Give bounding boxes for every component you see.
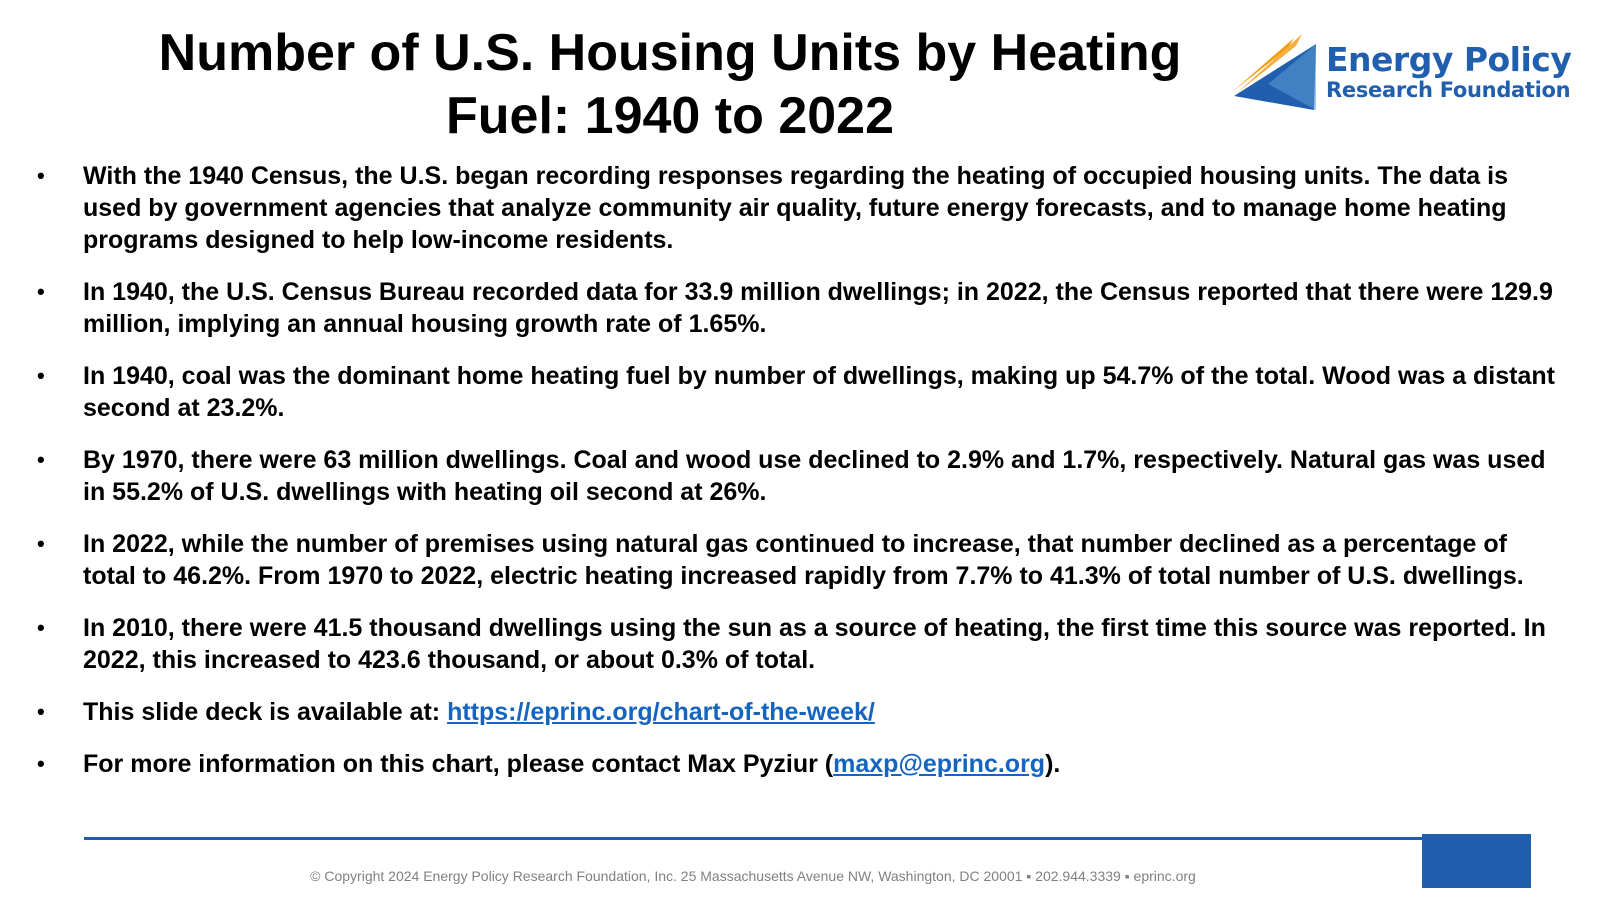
bullet-item [0, 360, 1600, 424]
bullet-list [0, 160, 1600, 800]
eprf-logo [1232, 24, 1582, 114]
bullet-text: In 1940, coal was the dominant home heating fuel by number of dwellings, making up 54.7% of the total. Wood was a distant second at 23.2%. [83, 362, 1555, 422]
bullet-marker: • [37, 615, 45, 640]
bullet-marker: • [37, 279, 45, 304]
logo-line-2: Research Foundation [1326, 78, 1571, 102]
bullet-text: By 1970, there were 63 million dwellings. Coal and wood use declined to 2.9% and 1.7%, respectively. Natural gas was used in 55.2% of U.S. dwellings with heating oil second at 26%. [83, 446, 1546, 506]
bullet-item [0, 612, 1600, 676]
bullet-text: In 2010, there were 41.5 thousand dwellings using the sun as a source of heating, the first time this source was reported. In 2022, this increased to 423.6 thousand, or about 0.3% of total. [83, 614, 1546, 674]
bullet-marker: • [37, 531, 45, 556]
bullet-item [0, 276, 1600, 340]
deck-link-prefix: This slide deck is available at: [83, 698, 448, 726]
bullet-marker: • [37, 447, 45, 472]
bullet-marker: • [37, 163, 45, 188]
logo-mark-icon [1232, 24, 1324, 114]
bullet-text: With the 1940 Census, the U.S. began recording responses regarding the heating of occupied housing units. The data is used by government agencies that analyze community air quality, future energy forecasts, and to manage home heating programs designed to help low-income residents. [83, 162, 1508, 254]
chart-of-the-week-link[interactable]: https://eprinc.org/chart-of-the-week/ [447, 698, 875, 726]
bullet-item-contact [0, 748, 1600, 780]
bullet-marker: • [37, 699, 45, 724]
bullet-text: In 2022, while the number of premises using natural gas continued to increase, that number declined as a percentage of total to 46.2%. From 1970 to 2022, electric heating increased rapidly from 7.7% to 41.3% of total number of U.S. dwellings. [83, 530, 1524, 590]
contact-prefix: For more information on this chart, please contact Max Pyziur ( [83, 750, 834, 778]
contact-email-link[interactable]: maxp@eprinc.org [833, 750, 1046, 778]
bullet-item-deck-link [0, 696, 1600, 728]
footer-copyright: © Copyright 2024 Energy Policy Research Foundation, Inc. 25 Massachusetts Avenue NW, Washington, DC 20001 ▪ 202.944.3339 ▪ eprinc.org [310, 868, 1196, 884]
bullet-text: In 1940, the U.S. Census Bureau recorded data for 33.9 million dwellings; in 2022, the Census reported that there were 129.9 million, implying an annual housing growth rate of 1.65%. [83, 278, 1553, 338]
bullet-item [0, 160, 1600, 256]
bullet-item [0, 444, 1600, 508]
bullet-marker: • [37, 363, 45, 388]
logo-line-1: Energy Policy [1326, 40, 1572, 79]
footer-divider [84, 837, 1422, 840]
bullet-item [0, 528, 1600, 592]
bullet-marker: • [37, 751, 45, 776]
slide-title: Number of U.S. Housing Units by Heating Fuel: 1940 to 2022 [158, 24, 1182, 145]
contact-suffix: ). [1045, 750, 1061, 778]
footer-accent-block [1422, 834, 1531, 888]
